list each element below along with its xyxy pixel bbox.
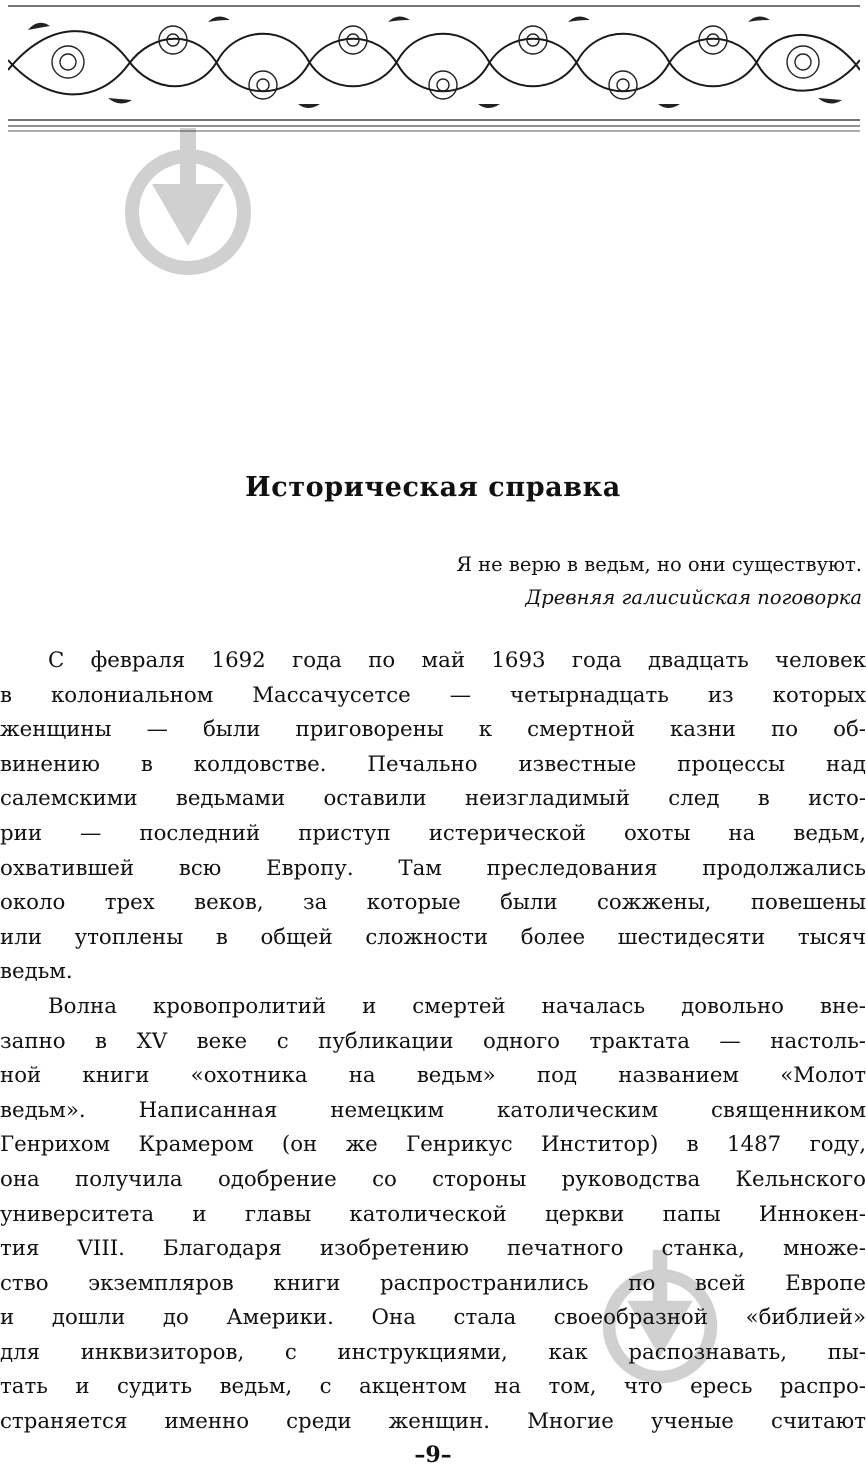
text-line: или утоплены в общей сложности более шестидесяти тысяч (0, 924, 866, 950)
text-line: ведьм». Написанная немецким католическим священником (0, 1097, 866, 1123)
text-line: тать и судить ведьм, с акцентом на том, что ересь распро- (0, 1374, 866, 1400)
text-line: страняется именно среди женщин. Многие ученые считают (0, 1409, 866, 1435)
page-number: –9– (414, 1442, 452, 1468)
text-line: салемскими ведьмами оставили неизгладимый след в исто- (0, 786, 866, 812)
paragraph (0, 990, 866, 1440)
text-line: для инквизиторов, с инструкциями, как распознавать, пы- (0, 1339, 866, 1365)
text-line: и дошли до Америки. Она стала своеобразной «библией» (0, 1305, 866, 1331)
epigraph (456, 548, 862, 614)
text-line: около трех веков, за которые были сожжены, повешены (0, 890, 866, 916)
text-line: Волна кровопролитий и смертей началась довольно вне- (48, 993, 866, 1019)
text-line: рии — последний приступ истерической охоты на ведьм, (0, 820, 866, 846)
chapter-title: Историческая справка (245, 472, 621, 503)
text-line: запно в XV веке с публикации одного трактата — настоль- (0, 1028, 866, 1054)
text-line: С февраля 1692 года по май 1693 года двадцать человек (48, 648, 866, 673)
text-line: в колониальном Массачусетсе — четырнадцать из которых (0, 682, 866, 708)
text-line: тия VIII. Благодаря изобретению печатного станка, множе- (0, 1236, 866, 1262)
body-text (0, 644, 866, 1440)
decorative-header-ornament (8, 0, 860, 140)
text-line: Генрихом Крамером (он же Генрикус Инститор) в 1487 году, (0, 1132, 866, 1158)
text-line: ной книги «охотника на ведьм» под названием «Молот (0, 1063, 866, 1089)
text-line: она получила одобрение со стороны руководства Кельнского (0, 1166, 866, 1192)
text-line: ство экземпляров книги распространились по всей Европе (0, 1270, 866, 1296)
epigraph-source: Древняя галисийская поговорка (525, 586, 862, 609)
watermark-download-icon (122, 128, 254, 278)
epigraph-text: Я не верю в ведьм, но они существуют. (456, 553, 862, 576)
text-line: винению в колдовстве. Печально известные процессы над (0, 751, 866, 777)
text-line: охватившей всю Европу. Там преследования продолжались (0, 855, 866, 881)
paragraph (0, 644, 866, 990)
text-line: университета и главы католической церкви папы Иннокен- (0, 1201, 866, 1227)
text-line: женщины — были приговорены к смертной казни по об- (0, 717, 866, 743)
text-line: ведьм. (0, 959, 73, 985)
